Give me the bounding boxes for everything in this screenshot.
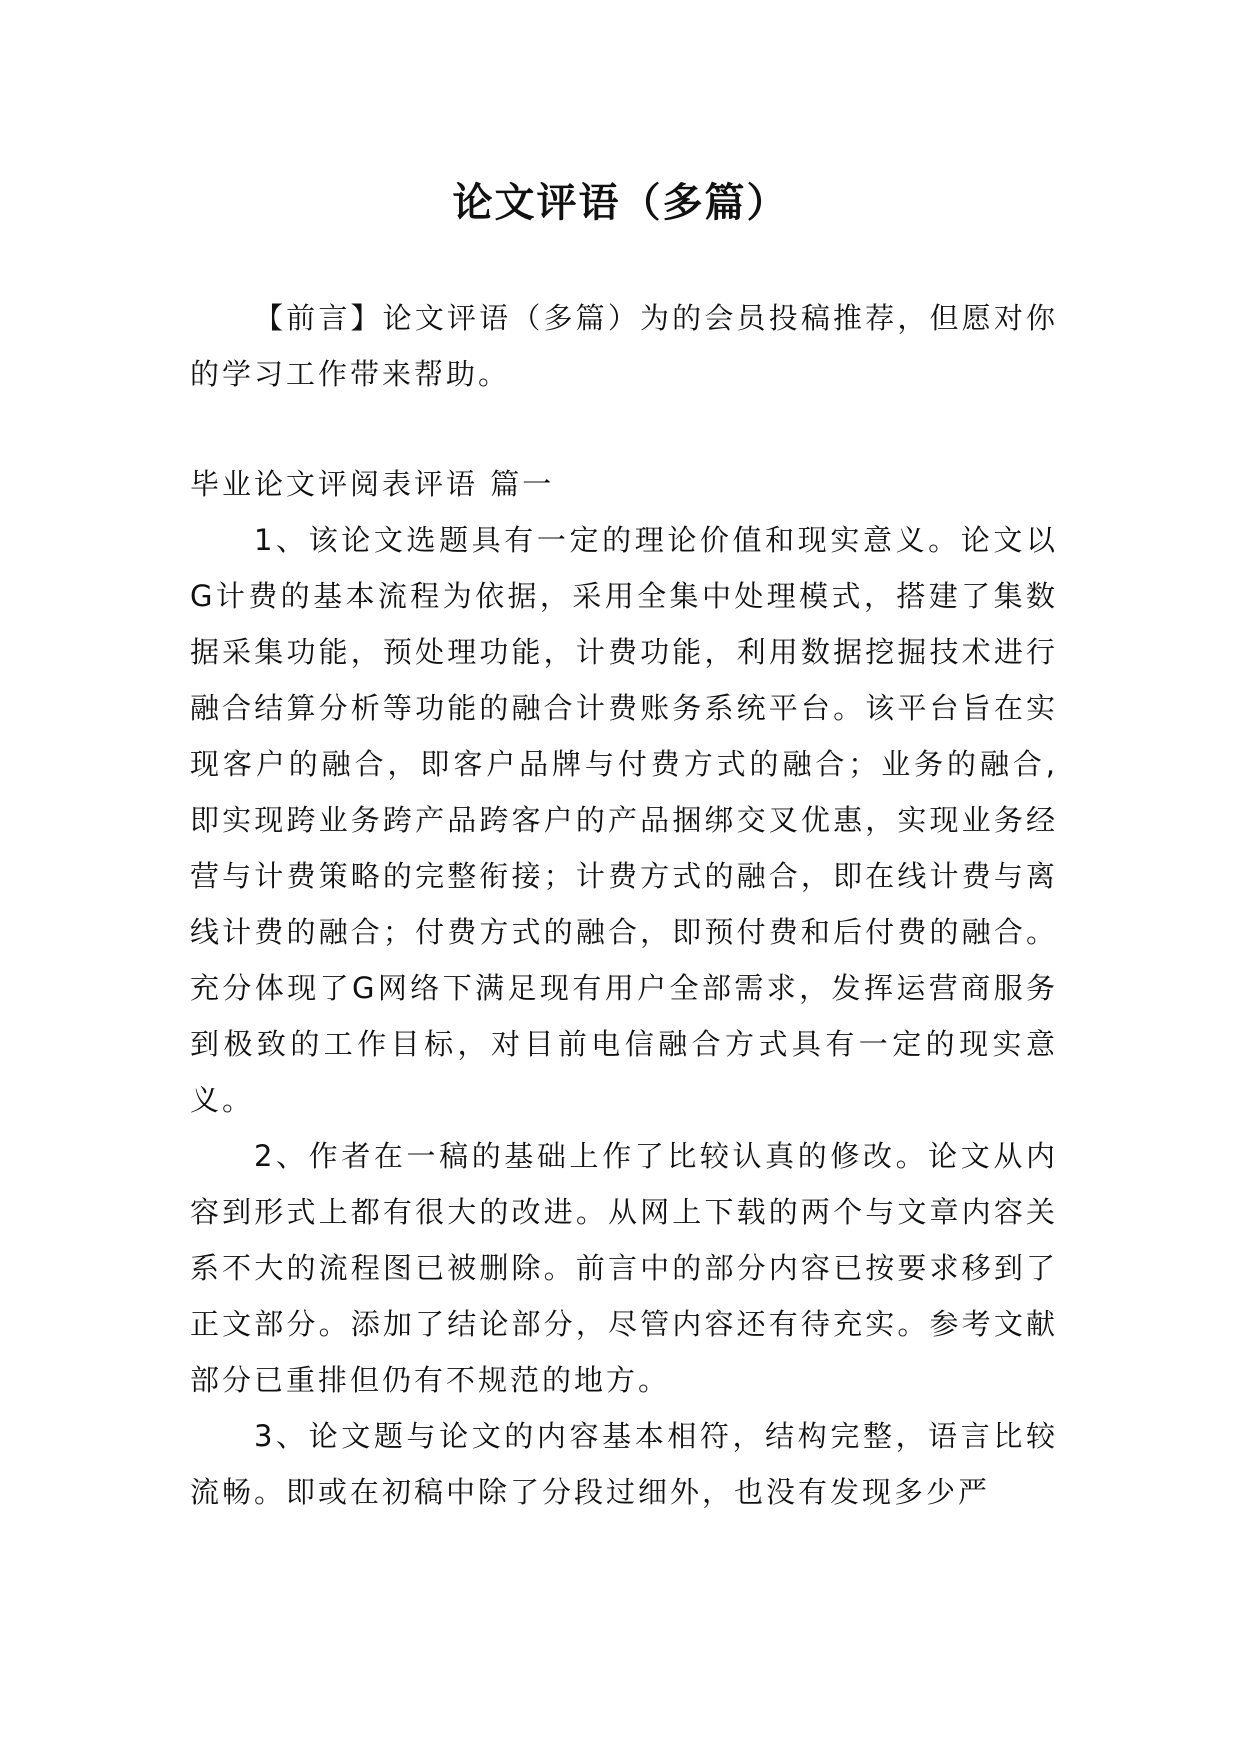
body-paragraph-1: 1、该论文选题具有一定的理论价值和现实意义。论文以G计费的基本流程为依据，采用全集中处理模式，搭建了集数据采集功能，预处理功能，计费功能，利用数据挖掘技术进行融合结算分析等功能的融合计费账务系统平台。该平台旨在实现客户的融合，即客户品牌与付费方式的融合；业务的融合,即实现跨业务跨产品跨客户的产品捆绑交叉优惠，实现业务经营与计费策略的完整衔接；计费方式的融合，即在线计费与离线计费的融合；付费方式的融合，即预付费和后付费的融合。充分体现了G网络下满足现有用户全部需求，发挥运营商服务到极致的工作目标，对目前电信融合方式具有一定的现实意义。 xyxy=(190,523,1058,1117)
preface-paragraph: 【前言】论文评语（多篇）为的会员投稿推荐，但愿对你的学习工作带来帮助。 xyxy=(190,301,1058,391)
section-heading: 毕业论文评阅表评语 篇一 xyxy=(190,467,555,501)
document-title: 论文评语（多篇） xyxy=(452,178,789,226)
body-paragraph-2: 2、作者在一稿的基础上作了比较认真的修改。论文从内容到形式上都有很大的改进。从网上下载的两个与文章内容关系不大的流程图已被删除。前言中的部分内容已按要求移到了正文部分。添加了结论部分，尽管内容还有待充实。参考文献部分已重排但仍有不规范的地方。 xyxy=(190,1139,1058,1397)
document-body xyxy=(190,290,1058,1520)
body-paragraph-3: 3、论文题与论文的内容基本相符，结构完整，语言比较流畅。即或在初稿中除了分段过细外，也没有发现多少严 xyxy=(190,1419,1058,1509)
